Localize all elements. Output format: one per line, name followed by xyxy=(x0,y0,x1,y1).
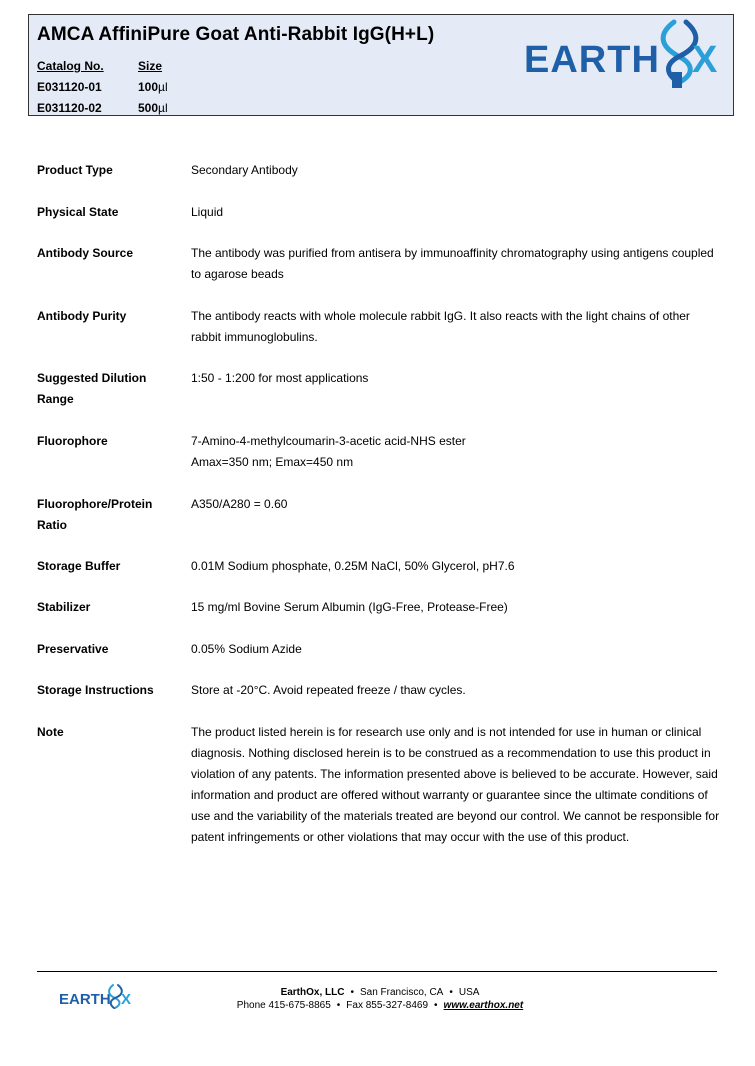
property-value-line: Store at -20°C. Avoid repeated freeze / thaw cycles. xyxy=(191,683,466,697)
footer-logo-x: X xyxy=(121,991,132,1008)
property-value xyxy=(191,202,727,223)
catalog-number: E031120-01 xyxy=(37,80,102,94)
property-value xyxy=(191,556,727,577)
catalog-number: E031120-02 xyxy=(37,101,102,115)
page-title: AMCA AffiniPure Goat Anti-Rabbit IgG(H+L) xyxy=(37,24,435,45)
earthox-logo xyxy=(522,16,722,92)
bullet: • xyxy=(336,1000,341,1011)
property-value xyxy=(191,431,727,473)
property-value-line: information and product are offered without warranty or guarantee since the ultimate conditions of xyxy=(191,788,708,802)
size-unit: µl xyxy=(158,101,168,115)
property-row xyxy=(37,243,727,285)
property-value-line: The antibody reacts with whole molecule rabbit IgG. It also reacts with the light chains of other xyxy=(191,309,690,323)
property-label xyxy=(37,368,182,410)
property-value-line: 1:50 - 1:200 for most applications xyxy=(191,371,369,385)
property-label: Antibody Purity xyxy=(37,309,127,323)
fax-number: Fax 855-327-8469 xyxy=(346,1000,429,1011)
size-number: 500 xyxy=(138,101,159,115)
bullet: • xyxy=(434,1000,438,1011)
property-label: Note xyxy=(37,725,64,739)
property-row xyxy=(37,202,727,223)
company-city: San Francisco, CA xyxy=(359,987,444,998)
property-row xyxy=(37,722,727,848)
size-value xyxy=(138,101,168,115)
bullet: • xyxy=(449,987,453,998)
property-value-line: diagnosis. Nothing disclosed herein is to be construed as a recommendation to use this product in xyxy=(191,746,711,760)
property-label: Antibody Source xyxy=(37,246,134,260)
property-row xyxy=(37,556,727,577)
property-value-line: The antibody was purified from antisera by immunoaffinity chromatography using antigens coupled xyxy=(191,246,714,260)
property-label xyxy=(37,494,182,536)
bullet: • xyxy=(350,987,354,998)
company-country: USA xyxy=(458,987,480,998)
property-value-line: to agarose beads xyxy=(191,267,284,281)
dna-helix-icon xyxy=(663,22,696,88)
property-row xyxy=(37,597,727,618)
property-label: Stabilizer xyxy=(37,600,91,614)
property-row xyxy=(37,639,727,660)
website-link[interactable]: www.earthox.net xyxy=(443,1000,524,1011)
property-value-line: 15 mg/ml Bovine Serum Albumin (IgG-Free, Protease-Free) xyxy=(191,600,508,614)
property-label: Storage Buffer xyxy=(37,559,121,573)
property-label: Physical State xyxy=(37,205,119,219)
property-value-line: use and the variability of the materials treated are beyond our control. We cannot be responsible for xyxy=(191,809,720,823)
catalog-no-heading: Catalog No. xyxy=(37,59,104,73)
property-label-line: Ratio xyxy=(37,518,67,532)
property-value xyxy=(191,368,727,389)
size-heading: Size xyxy=(138,59,163,73)
footer-line-1 xyxy=(200,986,560,999)
property-row xyxy=(37,306,727,348)
footer-divider xyxy=(37,971,717,972)
footer-dna-helix-icon xyxy=(109,985,122,1008)
property-value-line: patent infringements or other violations that may occur with the use of this product. xyxy=(191,830,630,844)
logo-x: X xyxy=(692,39,718,81)
property-label-line: Fluorophore/Protein xyxy=(37,497,153,511)
property-label: Preservative xyxy=(37,642,109,656)
property-value-line: 0.05% Sodium Azide xyxy=(191,642,302,656)
earthox-footer-logo xyxy=(58,982,132,1012)
property-value-line: The product listed herein is for research use only and is not intended for use in human or clinical xyxy=(191,725,702,739)
property-value xyxy=(191,306,727,348)
property-value xyxy=(191,639,727,660)
property-label-line: Suggested Dilution xyxy=(37,371,147,385)
property-row xyxy=(37,431,727,473)
property-value-line: 0.01M Sodium phosphate, 0.25M NaCl, 50% Glycerol, pH7.6 xyxy=(191,559,515,573)
property-label: Fluorophore xyxy=(37,434,108,448)
property-value-line: Amax=350 nm; Emax=450 nm xyxy=(191,455,354,469)
size-unit: µl xyxy=(158,80,168,94)
property-value xyxy=(191,243,727,285)
property-value-line: Liquid xyxy=(191,205,224,219)
footer-logo-wordmark: EARTH xyxy=(59,991,111,1008)
footer-contact xyxy=(200,986,560,1012)
property-row xyxy=(37,680,727,701)
property-value-line: A350/A280 = 0.60 xyxy=(191,497,288,511)
property-row xyxy=(37,368,727,406)
property-value-line: Secondary Antibody xyxy=(191,163,298,177)
logo-wordmark: EARTH xyxy=(524,39,660,81)
property-value xyxy=(191,160,727,181)
property-value xyxy=(191,680,727,701)
property-label: Product Type xyxy=(37,163,113,177)
property-row xyxy=(37,160,727,181)
property-value-line: 7-Amino-4-methylcoumarin-3-acetic acid-NHS ester xyxy=(191,434,466,448)
property-label: Storage Instructions xyxy=(37,683,154,697)
phone-number: Phone 415-675-8865 xyxy=(236,1000,331,1011)
property-value-line: rabbit immunoglobulins. xyxy=(191,330,318,344)
property-value xyxy=(191,597,727,618)
size-number: 100 xyxy=(138,80,159,94)
company-name: EarthOx, LLC xyxy=(280,987,345,998)
size-value xyxy=(138,80,168,94)
property-row xyxy=(37,494,727,532)
footer-line-2 xyxy=(200,999,560,1012)
property-value xyxy=(191,494,727,515)
property-label-line: Range xyxy=(37,392,74,406)
property-value-line: violation of any patents. The information presented above is believed to be accurate. However, said xyxy=(191,767,718,781)
property-value xyxy=(191,722,727,848)
